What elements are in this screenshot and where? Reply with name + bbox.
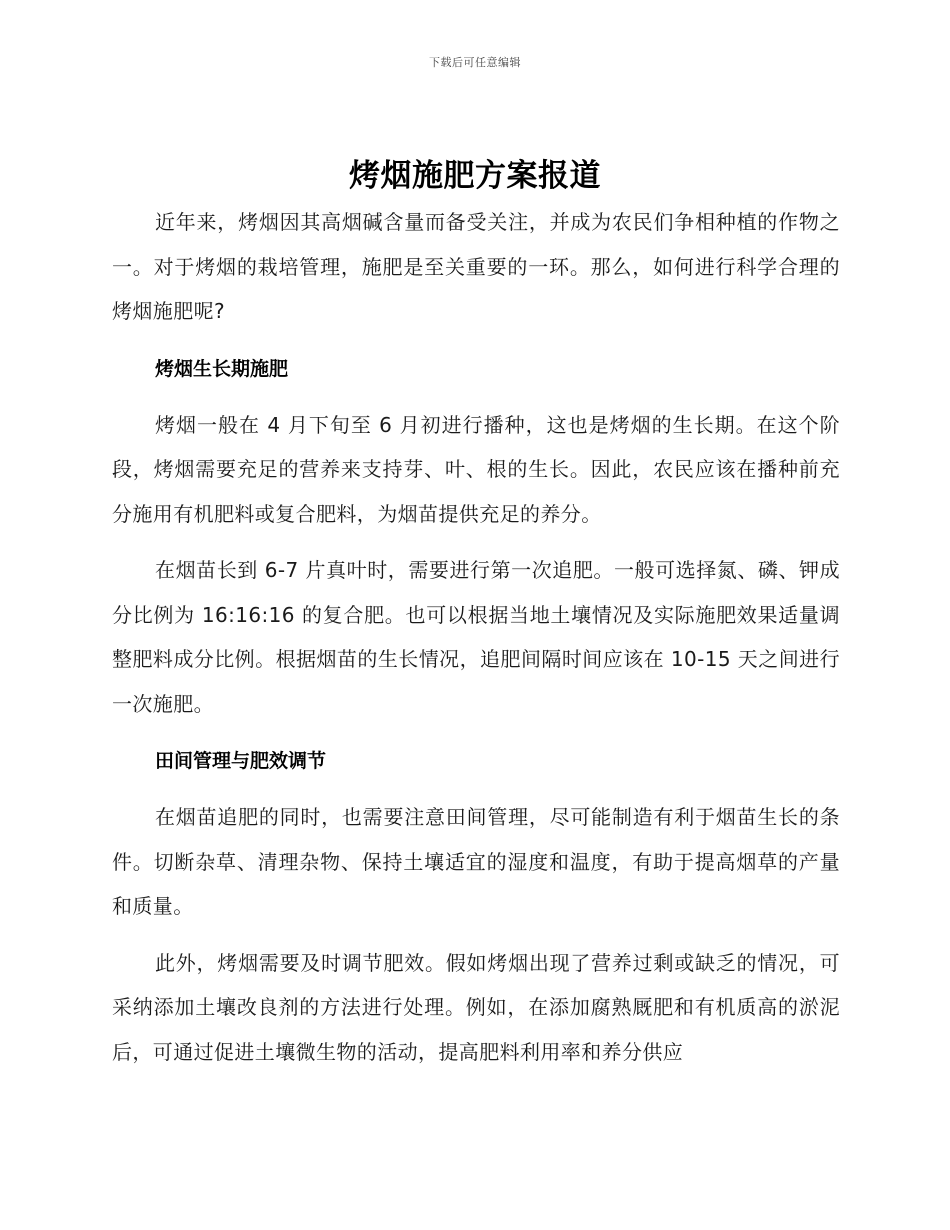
section-heading-growth: 烤烟生长期施肥: [155, 357, 289, 380]
paragraph: 烤烟一般在 4 月下旬至 6 月初进行播种，这也是烤烟的生长期。在这个阶段，烤烟需要充足的营养来支持芽、叶、根的生长。因此，农民应该在播种前充分施用有机肥料或复合肥料，为烟苗提供充足的养分。: [112, 412, 840, 526]
document-title: 烤烟施肥方案报道: [349, 158, 601, 194]
paragraph: 在烟苗追肥的同时，也需要注意田间管理，尽可能制造有利于烟苗生长的条件。切断杂草、清理杂物、保持土壤适宜的湿度和温度，有助于提高烟草的产量和质量。: [112, 805, 840, 918]
header-note: 下载后可任意编辑: [429, 56, 521, 69]
document-body: [112, 200, 840, 1074]
intro-paragraph: 近年来，烤烟因其高烟碱含量而备受关注，并成为农民们争相种植的作物之一。对于烤烟的栽培管理，施肥是至关重要的一环。那么，如何进行科学合理的烤烟施肥呢?: [112, 210, 840, 323]
paragraph: 在烟苗长到 6-7 片真叶时，需要进行第一次追肥。一般可选择氮、磷、钾成分比例为 16:16:16 的复合肥。也可以根据当地土壤情况及实际施肥效果适量调整肥料成分比例。根据烟苗的生长情况，追肥间隔时间应该在 10-15 天之间进行一次施肥。: [112, 558, 840, 716]
section-heading-field-management: 田间管理与肥效调节: [155, 750, 327, 772]
paragraph: 此外，烤烟需要及时调节肥效。假如烤烟出现了营养过剩或缺乏的情况，可采纳添加土壤改良剂的方法进行处理。例如，在添加腐熟厩肥和有机质高的淤泥后，可通过促进土壤微生物的活动，提高肥料利用率和养分供应: [112, 950, 840, 1064]
